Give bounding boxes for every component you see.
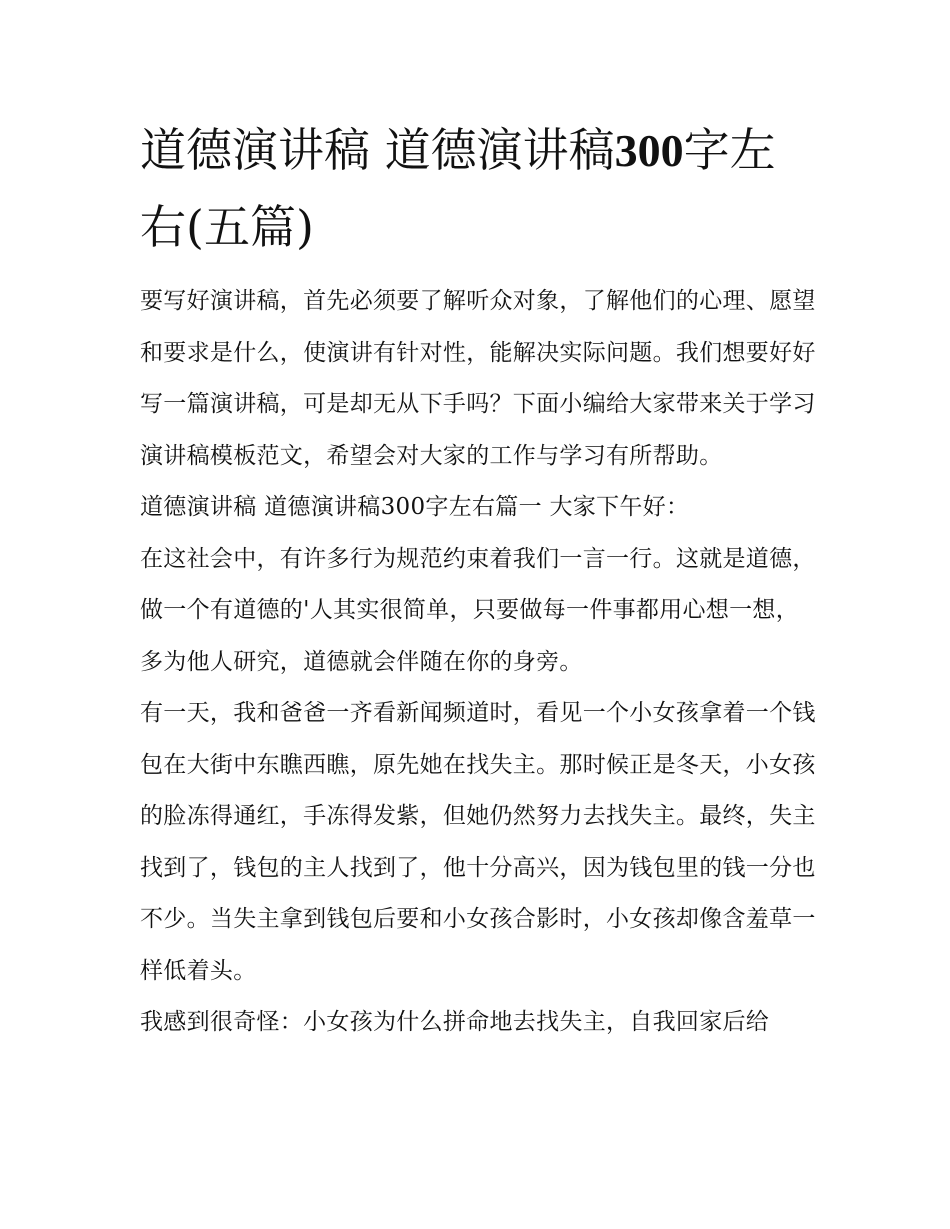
intro-paragraph: 要写好演讲稿，首先必须要了解听众对象，了解他们的心理、愿望和要求是什么，使演讲有针对性，能解决实际问题。我们想要好好写一篇演讲稿，可是却无从下手吗？下面小编给大家带来关于学习演讲稿模板范文，希望会对大家的工作与学习有所帮助。	[140, 288, 816, 469]
title-part-1: 道德演讲稿 道德演讲稿	[140, 123, 615, 177]
title-part-2: 字左右(五篇)	[140, 123, 776, 254]
body-paragraph: 在这社会中，有许多行为规范约束着我们一言一行。这就是道德，做一个有道德的'人其实很简单，只要做每一件事都用心想一想，多为他人研究，道德就会伴随在你的身旁。	[140, 545, 816, 675]
body-paragraph: 有一天，我和爸爸一齐看新闻频道时，看见一个小女孩拿着一个钱包在大街中东瞧西瞧，原先她在找失主。那时候正是冬天，小女孩的脸冻得通红，手冻得发紫，但她仍然努力去找失主。最终，失主找到了，钱包的主人找到了，他十分高兴，因为钱包里的钱一分也不少。当失主拿到钱包后要和小女孩合影时，小女孩却像含羞草一样低着头。	[140, 700, 816, 984]
document-body	[140, 276, 820, 1049]
section-heading: 道德演讲稿 道德演讲稿300字左右篇一 大家下午好：	[140, 494, 690, 520]
body-paragraph: 我感到很奇怪：小女孩为什么拼命地去找失主，自我回家后给	[140, 1009, 770, 1035]
title-number: 300	[614, 125, 684, 176]
document-title	[140, 112, 820, 266]
